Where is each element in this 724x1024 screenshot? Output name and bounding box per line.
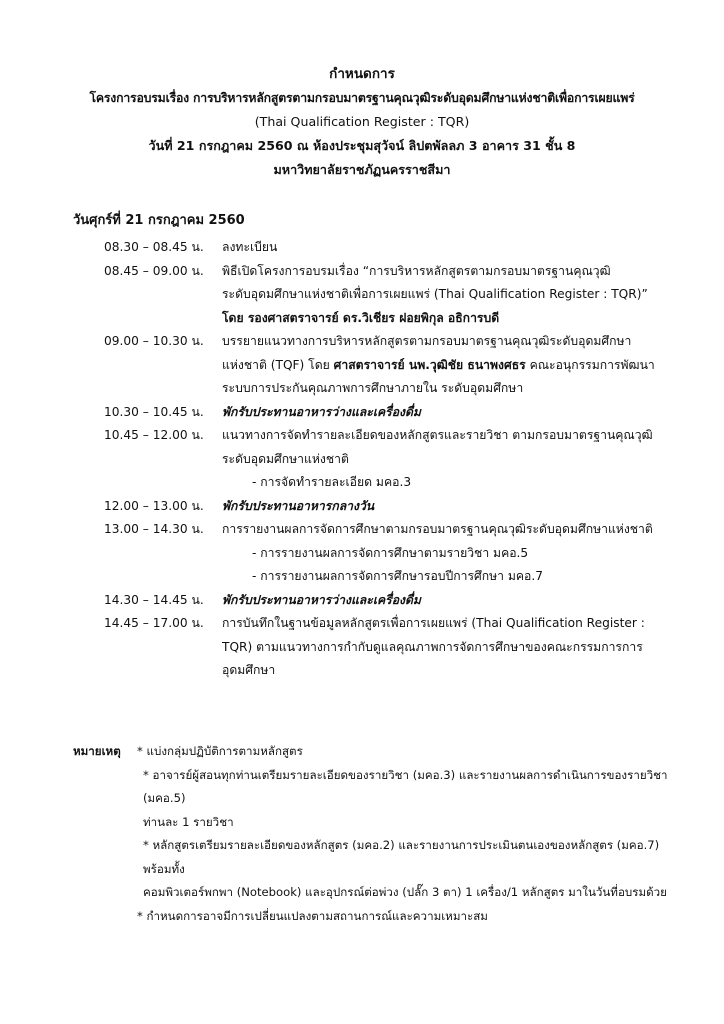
schedule-line: TQR) ตามแนวทางการกำกับดูแลคุณภาพการจัดการศึกษาของคณะกรรมการการ: [222, 639, 643, 654]
schedule-row: [104, 401, 664, 425]
schedule-row: [104, 612, 664, 683]
event-date-venue: วันที่ 21 กรกฎาคม 2560 ณ ห้องประชุมสุวัจน์ ลิปตพัลลภ 3 อาคาร 31 ชั้น 8: [148, 138, 576, 153]
day-title: วันศุกร์ที่ 21 กรกฎาคม 2560: [73, 213, 245, 228]
note-item-continuation: คอมพิวเตอร์พกพา (Notebook) และอุปกรณ์ต่อพ่วง (ปลั๊ก 3 ตา) 1 เครื่อง/1 หลักสูตร มาในวันที่อบรมด้วย: [143, 885, 667, 899]
schedule-time: 13.00 – 14.30 น.: [104, 522, 204, 536]
schedule-line: พิธีเปิดโครงการอบรมเรื่อง “การบริหารหลักสูตรตามกรอบมาตรฐานคุณวุฒิ: [222, 263, 611, 278]
schedule-desc: [222, 612, 664, 683]
notes-label: หมายเหตุ: [73, 744, 121, 758]
schedule-subitem: - การจัดทำรายละเอียด มคอ.3: [252, 475, 412, 489]
note-item: * อาจารย์ผู้สอนทุกท่านเตรียมรายละเอียดของรายวิชา (มคอ.3) และรายงานผลการดำเนินการของรายวิชา (มคอ.5): [143, 767, 668, 805]
notes: [73, 740, 673, 928]
schedule-line: ระดับอุดมศึกษาแห่งชาติ: [222, 451, 349, 466]
note-item: * แบ่งกลุ่มปฏิบัติการตามหลักสูตร: [137, 744, 303, 758]
project-title: โครงการอบรมเรื่อง การบริหารหลักสูตรตามกรอบมาตรฐานคุณวุฒิระดับอุดมศึกษาแห่งชาติเพื่อการเผยแพร่: [89, 91, 635, 105]
note-item: * หลักสูตรเตรียมรายละเอียดของหลักสูตร (มคอ.2) และรายงานการประเมินตนเองของหลักสูตร (มคอ.7) พร้อมทั้ง: [143, 838, 660, 876]
note-item-continuation: ท่านละ 1 รายวิชา: [143, 814, 234, 829]
schedule-time: 10.45 – 12.00 น.: [104, 428, 204, 442]
schedule-row: [104, 495, 664, 519]
note-item: * กำหนดการอาจมีการเปลี่ยนแปลงตามสถานการณ์และความเหมาะสม: [137, 908, 488, 923]
schedule-row: [104, 236, 664, 260]
schedule: [104, 236, 664, 683]
schedule-time: 14.45 – 17.00 น.: [104, 616, 204, 630]
schedule-time: 10.30 – 10.45 น.: [104, 404, 204, 419]
schedule-time: 14.30 – 14.45 น.: [104, 592, 204, 607]
notes-block: [73, 740, 673, 928]
schedule-time: 08.45 – 09.00 น.: [104, 263, 204, 278]
presiding-officer: โดย รองศาสตราจารย์ ดร.วิเชียร ฝอยพิกุล อธิการบดี: [222, 310, 500, 325]
schedule-line: [222, 354, 664, 378]
schedule-row: [104, 589, 664, 613]
schedule-time: 12.00 – 13.00 น.: [104, 498, 204, 513]
notes-items: [137, 740, 673, 928]
schedule-line: อุดมศึกษา: [222, 663, 276, 677]
schedule-desc: [222, 424, 664, 495]
schedule-row: [104, 518, 664, 589]
document-header: [60, 62, 664, 182]
schedule-row: [104, 330, 664, 401]
schedule-time: 09.00 – 10.30 น.: [104, 334, 204, 348]
schedule-line-part: แห่งชาติ (TQF) โดย: [222, 357, 334, 372]
project-subtitle: (Thai Qualification Register : TQR): [254, 114, 470, 129]
schedule-row: [104, 424, 664, 495]
speaker-name: ศาสตราจารย์ นพ.วุฒิชัย ธนาพงศธร: [333, 357, 526, 372]
schedule-desc: [222, 330, 664, 401]
schedule-subitem: - การรายงานผลการจัดการศึกษาตามรายวิชา มคอ.5: [252, 545, 529, 560]
schedule-desc: [222, 260, 664, 331]
break-label: พักรับประทานอาหารว่างและเครื่องดื่ม: [222, 592, 421, 607]
schedule-line: ลงทะเบียน: [222, 240, 278, 254]
schedule-line: ระดับอุดมศึกษาแห่งชาติเพื่อการเผยแพร่ (Thai Qualification Register : TQR)”: [222, 287, 648, 301]
schedule-desc: [222, 236, 664, 260]
schedule-line: แนวทางการจัดทำรายละเอียดของหลักสูตรและรายวิชา ตามกรอบมาตรฐานคุณวุฒิ: [222, 428, 653, 442]
schedule-subitem: - การรายงานผลการจัดการศึกษารอบปีการศึกษา มคอ.7: [252, 569, 544, 583]
schedule-line: การบันทึกในฐานข้อมูลหลักสูตรเพื่อการเผยแพร่ (Thai Qualification Register :: [222, 616, 645, 630]
schedule-line-part: คณะอนุกรรมการพัฒนา: [525, 357, 655, 372]
schedule-row: [104, 260, 664, 331]
schedule-desc: [222, 518, 664, 589]
schedule-line: ระบบการประกันคุณภาพการศึกษาภายใน ระดับอุดมศึกษา: [222, 381, 524, 395]
break-label: พักรับประทานอาหารกลางวัน: [222, 498, 375, 513]
document-title: กำหนดการ: [329, 66, 395, 82]
university-name: มหาวิทยาลัยราชภัฏนครราชสีมา: [273, 162, 451, 177]
break-label: พักรับประทานอาหารว่างและเครื่องดื่ม: [222, 404, 421, 419]
schedule-line: การรายงานผลการจัดการศึกษาตามกรอบมาตรฐานคุณวุฒิระดับอุดมศึกษาแห่งชาติ: [222, 522, 653, 536]
schedule-line: บรรยายแนวทางการบริหารหลักสูตรตามกรอบมาตรฐานคุณวุฒิระดับอุดมศึกษา: [222, 334, 632, 348]
schedule-time: 08.30 – 08.45 น.: [104, 240, 204, 254]
